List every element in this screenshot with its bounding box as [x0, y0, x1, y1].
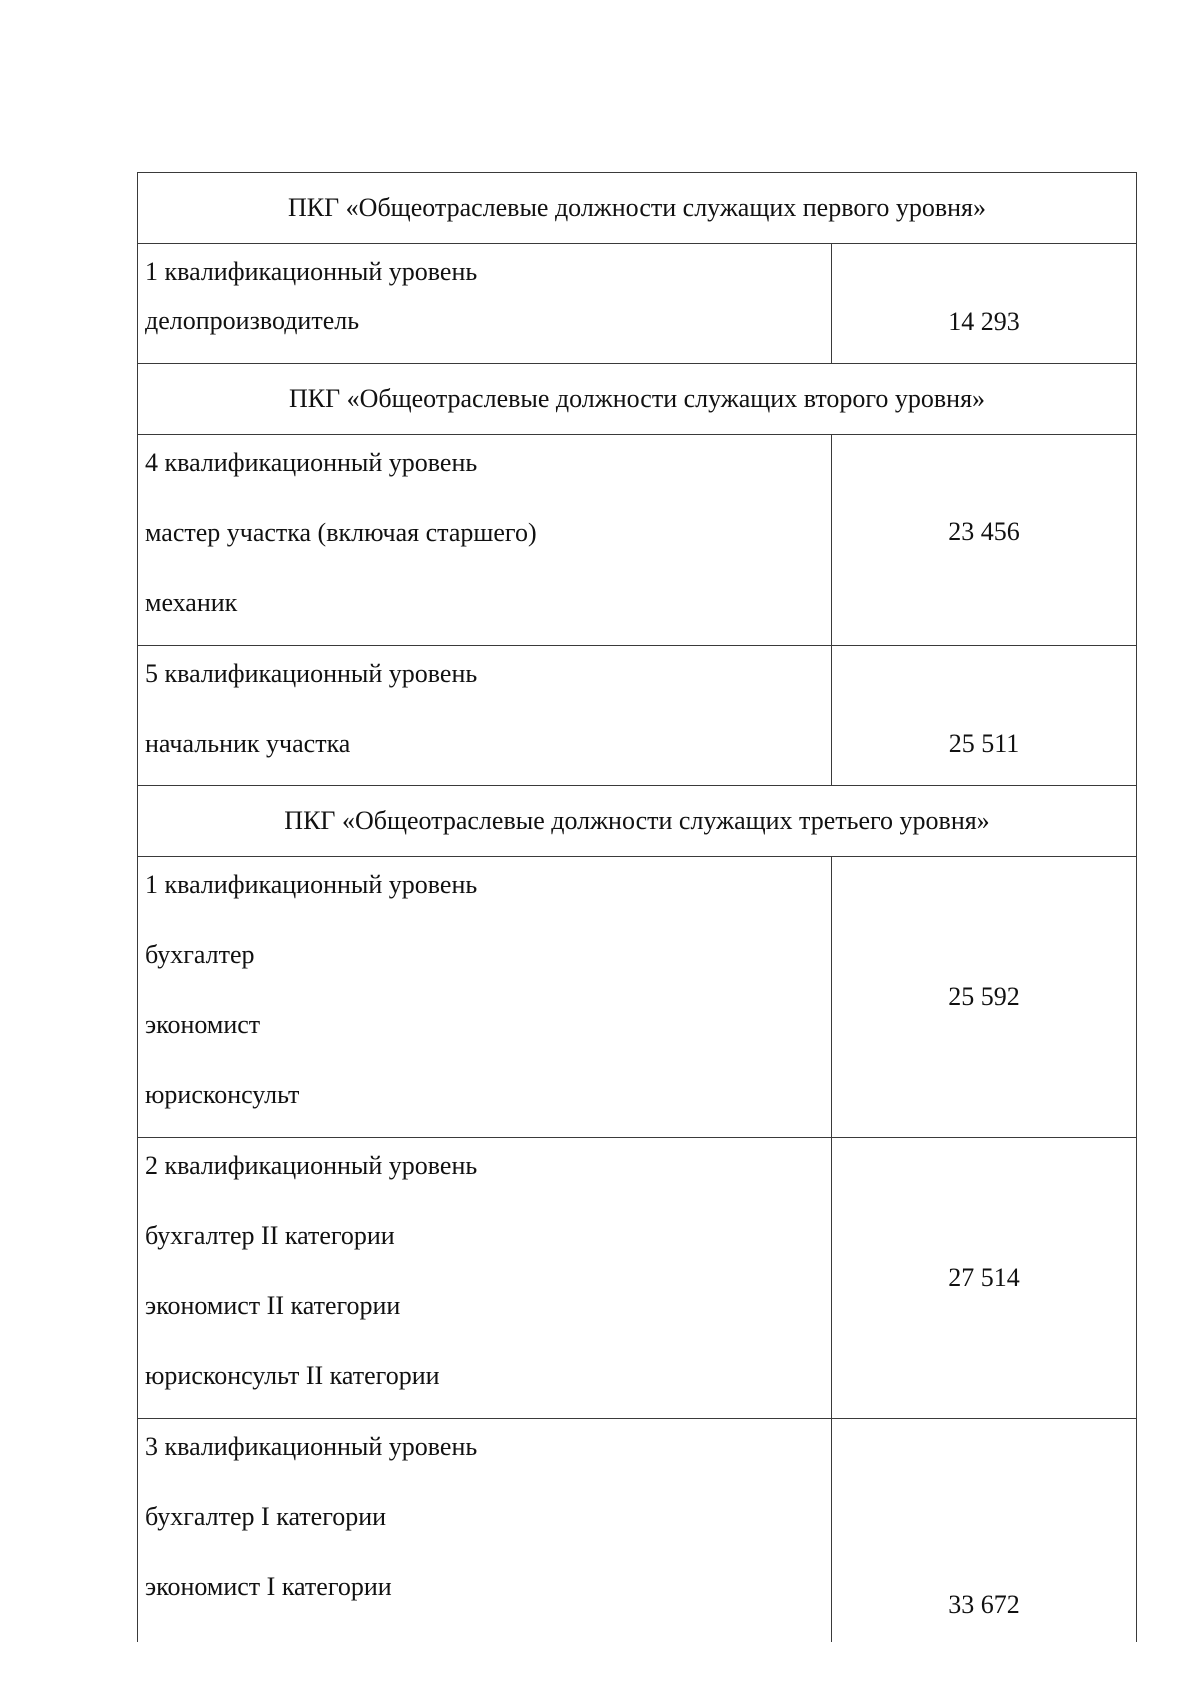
position-cell — [138, 857, 832, 1138]
salary-value: 14 293 — [832, 244, 1137, 364]
position-cell — [138, 435, 832, 646]
position-cell — [138, 244, 832, 364]
table-row — [138, 1419, 1137, 1642]
salary-table — [137, 172, 1137, 1642]
position-title: делопроизводитель — [145, 306, 360, 335]
position-title: юрисконсульт — [145, 1080, 300, 1109]
position-cell — [138, 1419, 832, 1642]
table-row — [138, 857, 1137, 1138]
salary-value: 25 511 — [832, 646, 1137, 786]
table-row — [138, 1138, 1137, 1419]
salary-value: 27 514 — [832, 1138, 1137, 1419]
group-header-row — [138, 173, 1137, 244]
position-title: начальник участка — [145, 729, 351, 758]
position-title: мастер участка (включая старшего) — [145, 518, 537, 547]
qualification-level: 1 квалификационный уровень — [145, 257, 478, 286]
salary-value: 23 456 — [832, 435, 1137, 646]
position-title: экономист II категории — [145, 1291, 401, 1320]
position-cell — [138, 646, 832, 786]
qualification-level: 1 квалификационный уровень — [145, 870, 478, 899]
group-header-row — [138, 786, 1137, 857]
qualification-level: 2 квалификационный уровень — [145, 1151, 478, 1180]
position-title: бухгалтер I категории — [145, 1502, 387, 1531]
qualification-level: 5 квалификационный уровень — [145, 659, 478, 688]
position-title: юрисконсульт II категории — [145, 1361, 440, 1390]
qualification-level: 4 квалификационный уровень — [145, 448, 478, 477]
position-title: бухгалтер — [145, 940, 255, 969]
position-title: экономист — [145, 1010, 261, 1039]
table-row — [138, 244, 1137, 364]
position-title: экономист I категории — [145, 1572, 392, 1601]
position-title: механик — [145, 588, 238, 617]
position-cell — [138, 1138, 832, 1419]
salary-value: 25 592 — [832, 857, 1137, 1138]
group-header-third-level: ПКГ «Общеотраслевые должности служащих третьего уровня» — [138, 786, 1137, 857]
table-row — [138, 646, 1137, 786]
salary-value: 33 672 — [832, 1419, 1137, 1642]
table-row — [138, 435, 1137, 646]
position-title: бухгалтер II категории — [145, 1221, 395, 1250]
group-header-first-level: ПКГ «Общеотраслевые должности служащих первого уровня» — [138, 173, 1137, 244]
qualification-level: 3 квалификационный уровень — [145, 1432, 478, 1461]
group-header-second-level: ПКГ «Общеотраслевые должности служащих второго уровня» — [138, 364, 1137, 435]
group-header-row — [138, 364, 1137, 435]
